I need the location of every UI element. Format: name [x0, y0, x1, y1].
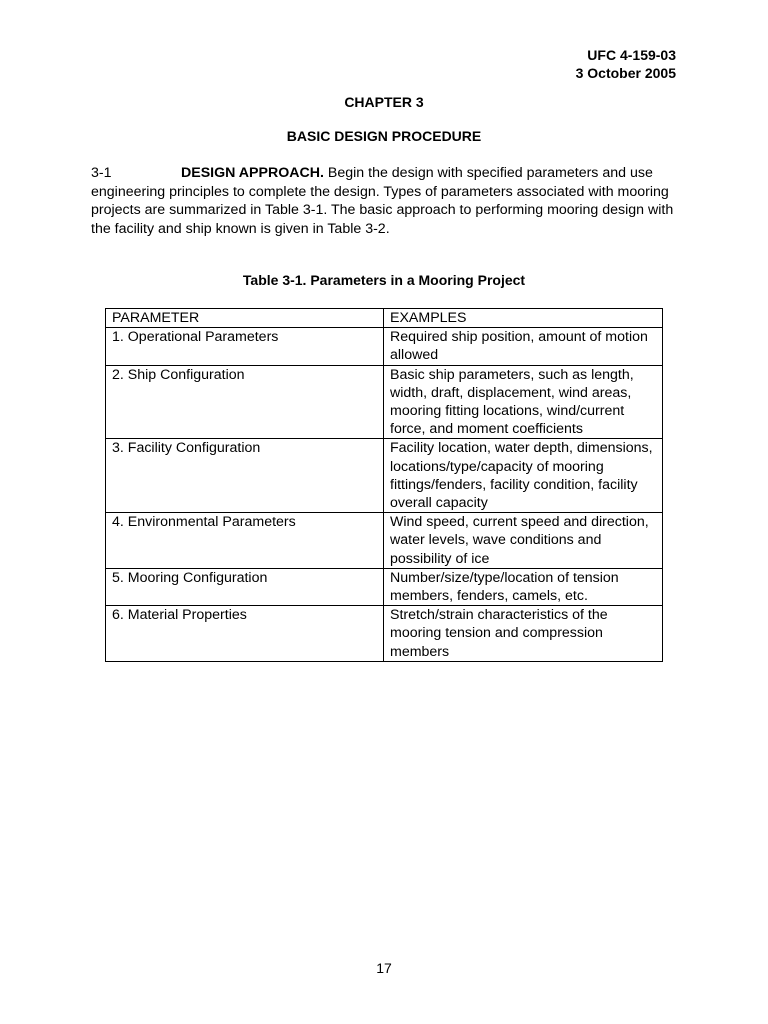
- table-row: [106, 568, 663, 605]
- examples-cell: Basic ship parameters, such as length, width, draft, displacement, wind areas, mooring fitting locations, wind/current force, and moment coefficients: [384, 365, 663, 439]
- column-header-parameter: PARAMETER: [106, 309, 384, 328]
- table-row: [106, 365, 663, 439]
- table-row: [106, 513, 663, 569]
- examples-cell: Number/size/type/location of tension members, fenders, camels, etc.: [384, 568, 663, 605]
- parameter-cell: 1. Operational Parameters: [106, 328, 384, 365]
- page-number: 17: [376, 960, 392, 976]
- table-header-row: [106, 309, 663, 328]
- parameter-cell: 2. Ship Configuration: [106, 365, 384, 439]
- document-header: [576, 46, 676, 82]
- table-row: [106, 439, 663, 513]
- examples-cell: Required ship position, amount of motion allowed: [384, 328, 663, 365]
- chapter-heading: CHAPTER 3: [344, 94, 424, 110]
- column-header-examples: EXAMPLES: [384, 309, 663, 328]
- parameters-table: [105, 308, 663, 662]
- section-number: 3-1: [91, 165, 112, 181]
- parameter-cell: 6. Material Properties: [106, 606, 384, 662]
- document-date: 3 October 2005: [575, 65, 676, 81]
- parameter-cell: 4. Environmental Parameters: [106, 513, 384, 569]
- parameter-cell: 3. Facility Configuration: [106, 439, 384, 513]
- examples-cell: Stretch/strain characteristics of the mooring tension and compression members: [384, 606, 663, 662]
- table-row: [106, 328, 663, 365]
- section-body: Begin the design with specified parameters and use engineering principles to complete the design. Types of parameters associated with mooring projects are summarized in Table 3-1. The basic approach to performing mooring design with the facility and ship known is given in Table 3-2.: [91, 165, 674, 237]
- section-paragraph: [91, 164, 681, 238]
- chapter-title: BASIC DESIGN PROCEDURE: [286, 128, 482, 144]
- parameter-cell: 5. Mooring Configuration: [106, 568, 384, 605]
- table-row: [106, 606, 663, 662]
- examples-cell: Facility location, water depth, dimensions, locations/type/capacity of mooring fittings/fenders, facility condition, facility overall capacity: [384, 439, 663, 513]
- section-title: DESIGN APPROACH.: [181, 165, 324, 181]
- document-id: UFC 4-159-03: [587, 47, 676, 63]
- table-caption: Table 3-1. Parameters in a Mooring Project: [242, 272, 526, 288]
- examples-cell: Wind speed, current speed and direction, water levels, wave conditions and possibility of ice: [384, 513, 663, 569]
